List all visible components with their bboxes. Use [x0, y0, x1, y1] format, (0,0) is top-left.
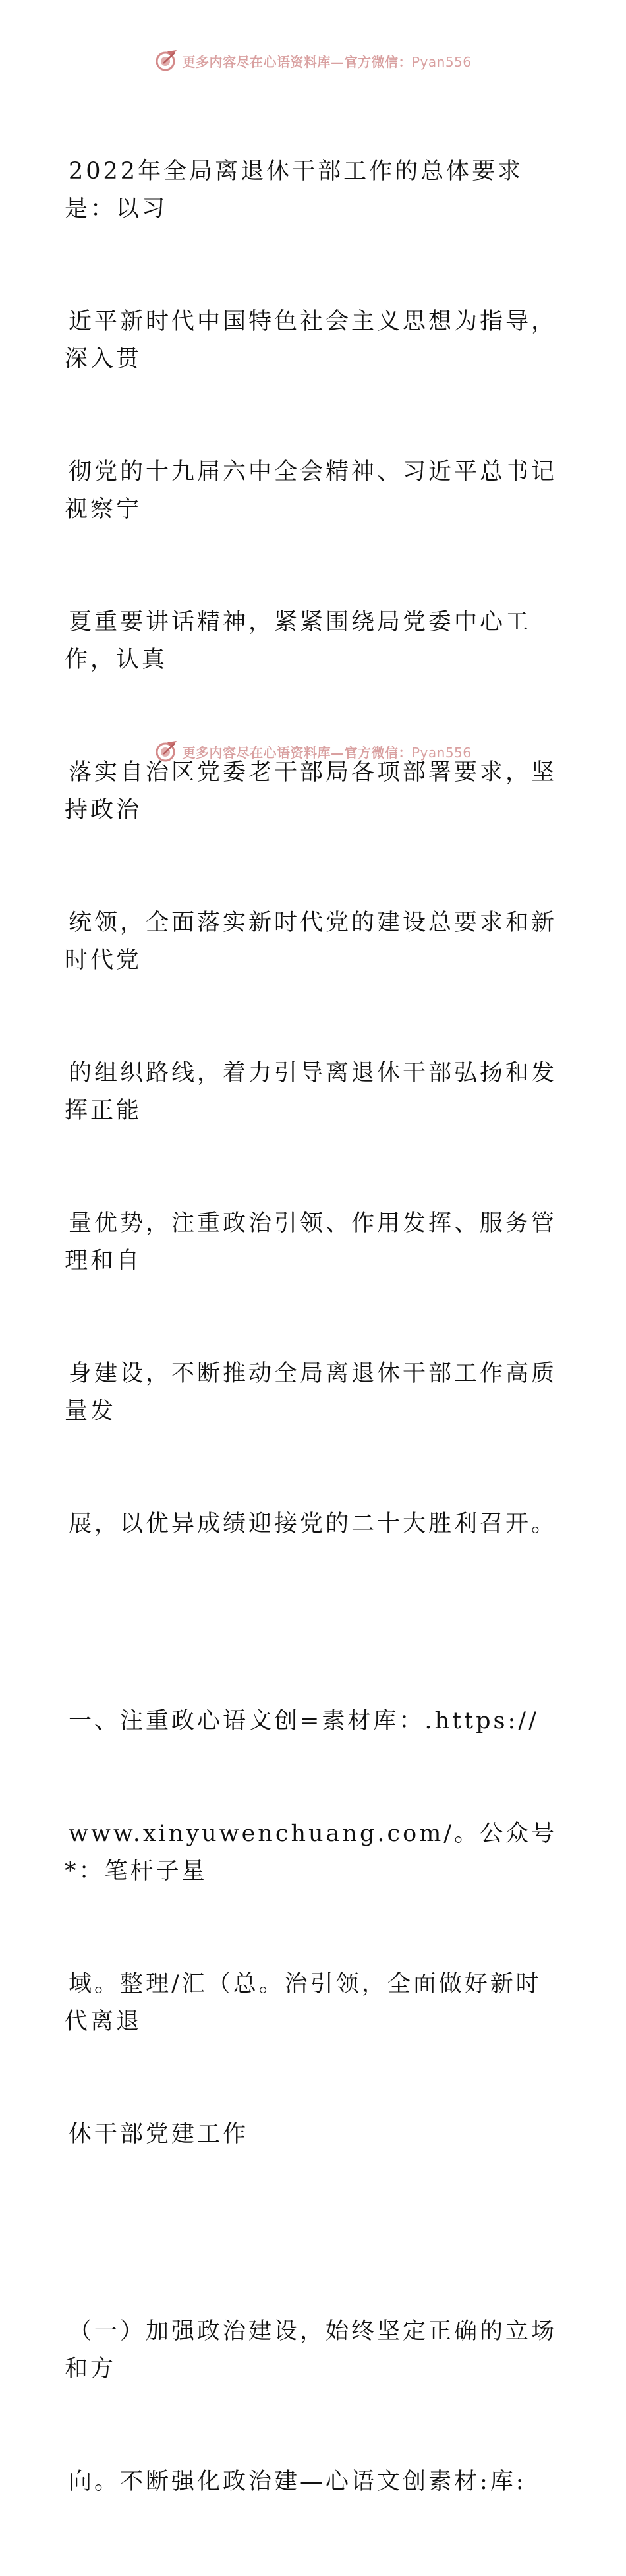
text-line: 夏重要讲话精神，紧紧围绕局党委中心工作，认真	[65, 609, 532, 673]
document-body	[65, 78, 565, 2576]
header-watermark-banner	[0, 47, 626, 74]
text-line: 的组织路线，着力引导离退休干部弘扬和发挥正能	[65, 1060, 557, 1124]
text-line: 落实自治区党委老干部局各项部署要求，坚持政治	[65, 759, 557, 823]
watermark-text: 更多内容尽在心语资料库—官方微信：Pyan556	[182, 53, 472, 70]
footer-watermark-banner	[0, 738, 626, 765]
quill-seal-icon	[154, 49, 178, 72]
section-heading-one	[65, 1627, 565, 2229]
watermark-text: 更多内容尽在心语资料库—官方微信：Pyan556	[182, 744, 472, 761]
text-line: 2022年全局离退休干部工作的总体要求是：以习	[65, 158, 524, 222]
paragraph-general-requirements	[65, 78, 565, 1618]
text-line: 身建设，不断推动全局离退休干部工作高质量发	[65, 1361, 557, 1424]
subsection-one	[65, 2238, 565, 2576]
text-line: 休干部党建工作	[69, 2121, 249, 2148]
text-line: 近平新时代中国特色社会主义思想为指导，深入贯	[65, 308, 557, 372]
text-line: 展，以优异成绩迎接党的二十大胜利召开。	[69, 1511, 557, 1537]
text-line: 一、注重政心语文创=素材库：.https://	[69, 1708, 539, 1734]
text-line: 彻党的十九届六中全会精神、习近平总书记视察宁	[65, 459, 557, 523]
text-line: 域。整理/汇（总。治引领，全面做好新时代离退	[65, 1971, 542, 2035]
text-line: www.xinyuwenchuang.com/。公众号*：笔杆子星	[65, 1821, 557, 1885]
text-line: （一）加强政治建设，始终坚定正确的立场和方	[65, 2318, 557, 2382]
quill-seal-icon	[154, 740, 178, 763]
text-line: 统领，全面落实新时代党的建设总要求和新时代党	[65, 910, 557, 974]
text-line: 向。不断强化政治建—心语文创素材:库:	[69, 2469, 526, 2495]
text-line: 量优势，注重政治引领、作用发挥、服务管理和自	[65, 1210, 557, 1274]
